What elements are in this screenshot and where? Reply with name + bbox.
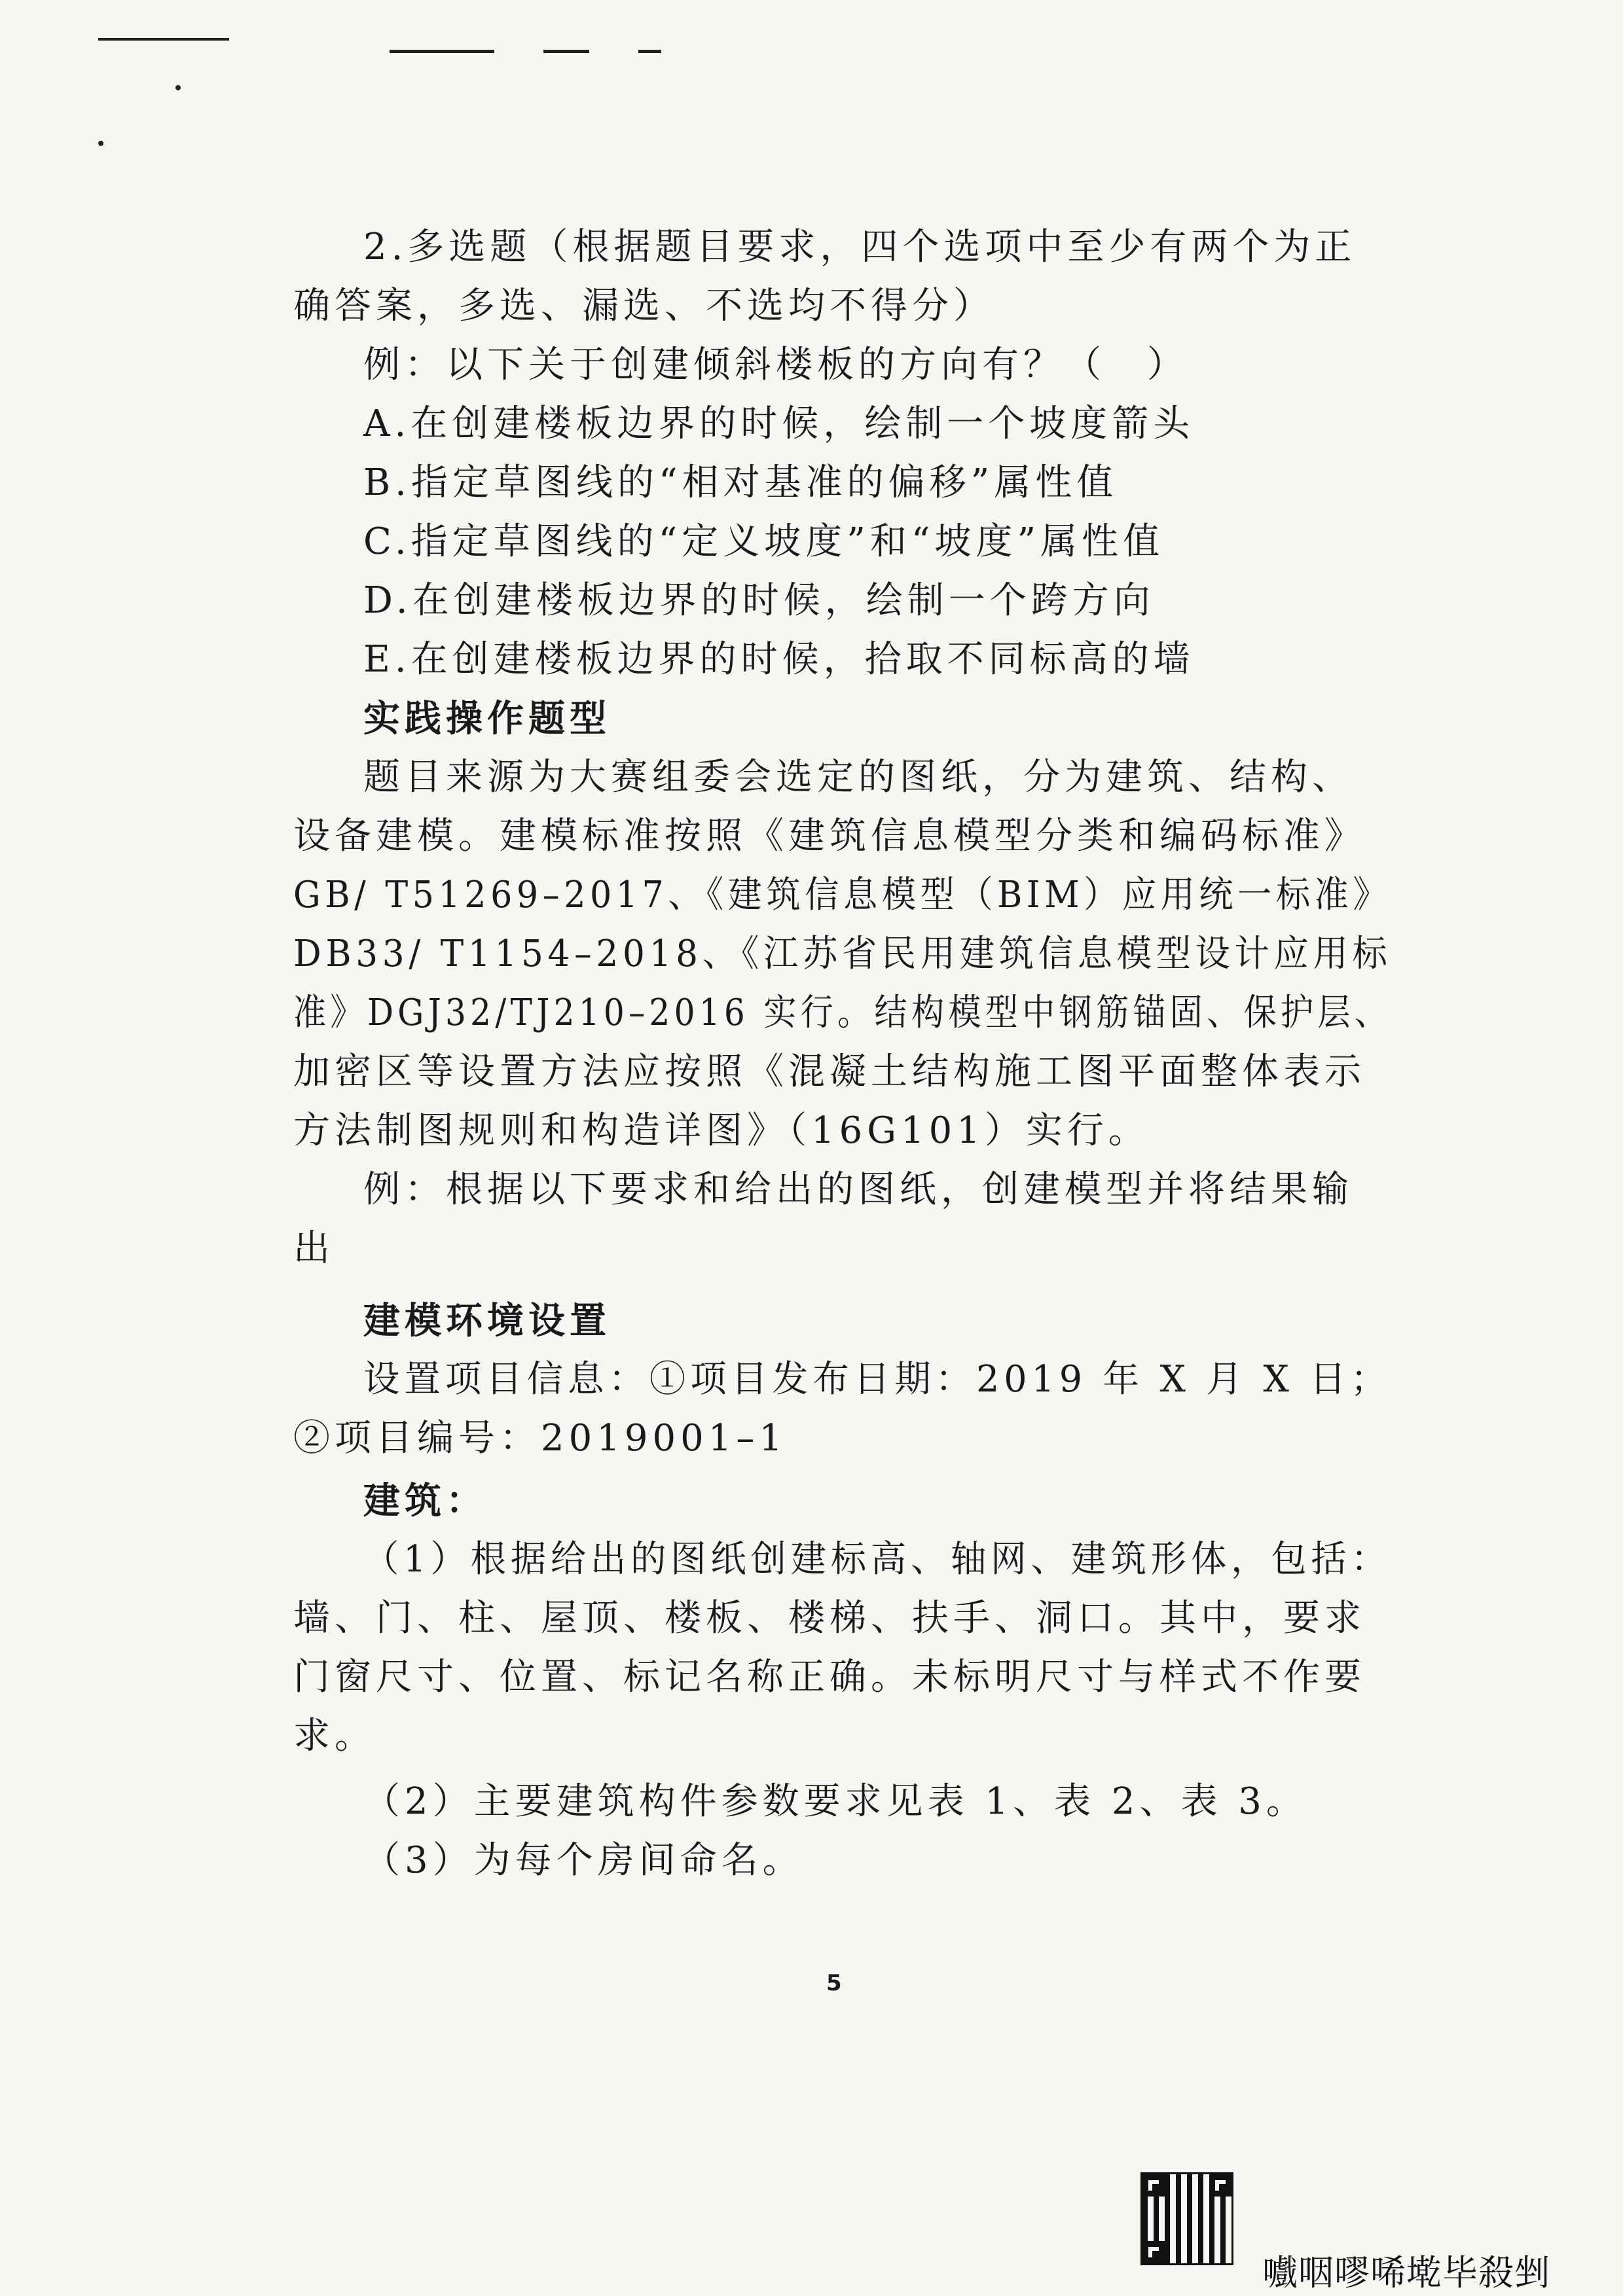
text-line: B.指定草图线的“相对基准的偏移”属性值 [363,461,1118,504]
text-line: GB/ T51269–2017、《建筑信息模型（BIM）应用统一标准》 [293,874,1392,916]
text-line: 题目来源为大赛组委会选定的图纸，分为建筑、结构、 [363,756,1353,798]
text-line: 确答案，多选、漏选、不选均不得分） [293,285,994,327]
text-line: 设备建模。建模标准按照《建筑信息模型分类和编码标准》 [293,815,1366,857]
text-line: 方法制图规则和构造详图》（16G101）实行。 [293,1109,1150,1152]
text-line: 出 [293,1227,335,1270]
text-line: 求。 [293,1715,376,1757]
text-line: 门窗尺寸、位置、标记名称正确。未标明尺寸与样式不作要 [293,1656,1366,1698]
text-line: （1）根据给出的图纸创建标高、轴网、建筑形体，包括： [363,1538,1391,1581]
text-line: （3）为每个房间命名。 [363,1839,804,1882]
text-line: ②项目编号：2019001–1 [293,1417,788,1460]
text-line: 墙、门、柱、屋顶、楼板、楼梯、扶手、洞口。其中，要求 [293,1597,1366,1640]
text-line: 例：以下关于创建倾斜楼板的方向有？（ ） [363,344,1188,386]
text-line: A.在创建楼板边界的时候，绘制一个坡度箭头 [363,403,1195,445]
text-line: 例：根据以下要求和给出的图纸，创建模型并将结果输 [363,1168,1353,1211]
watermark-text: 嚱咽嘐唏墘毕殺剉 [1262,2252,1550,2293]
text-line: 建模环境设置 [363,1299,611,1342]
text-line: DB33/ T1154–2018、《江苏省民用建筑信息模型设计应用标 [293,933,1392,975]
text-line: 实践操作题型 [363,697,611,740]
text-line: D.在创建楼板边界的时候，绘制一个跨方向 [363,579,1155,622]
page-number: 5 [826,1970,842,1996]
text-line: 设置项目信息：①项目发布日期：2019 年 X 月 X 日； [363,1358,1392,1401]
text-line: 准》DGJ32/TJ210–2016 实行。结构模型中钢筋锚固、保护层、 [293,992,1392,1034]
text-line: E.在创建楼板边界的时候，拾取不同标高的墙 [363,638,1195,681]
text-line: （2）主要建筑构件参数要求见表 1、表 2、表 3。 [363,1780,1307,1823]
text-line: C.指定草图线的“定义坡度”和“坡度”属性值 [363,520,1165,563]
text-line: 加密区等设置方法应按照《混凝土结构施工图平面整体表示 [293,1050,1366,1093]
text-line: 2.多选题（根据题目要求，四个选项中至少有两个为正 [363,226,1357,268]
text-line: 建筑： [363,1479,487,1522]
qr-code-icon [1142,2174,1231,2263]
